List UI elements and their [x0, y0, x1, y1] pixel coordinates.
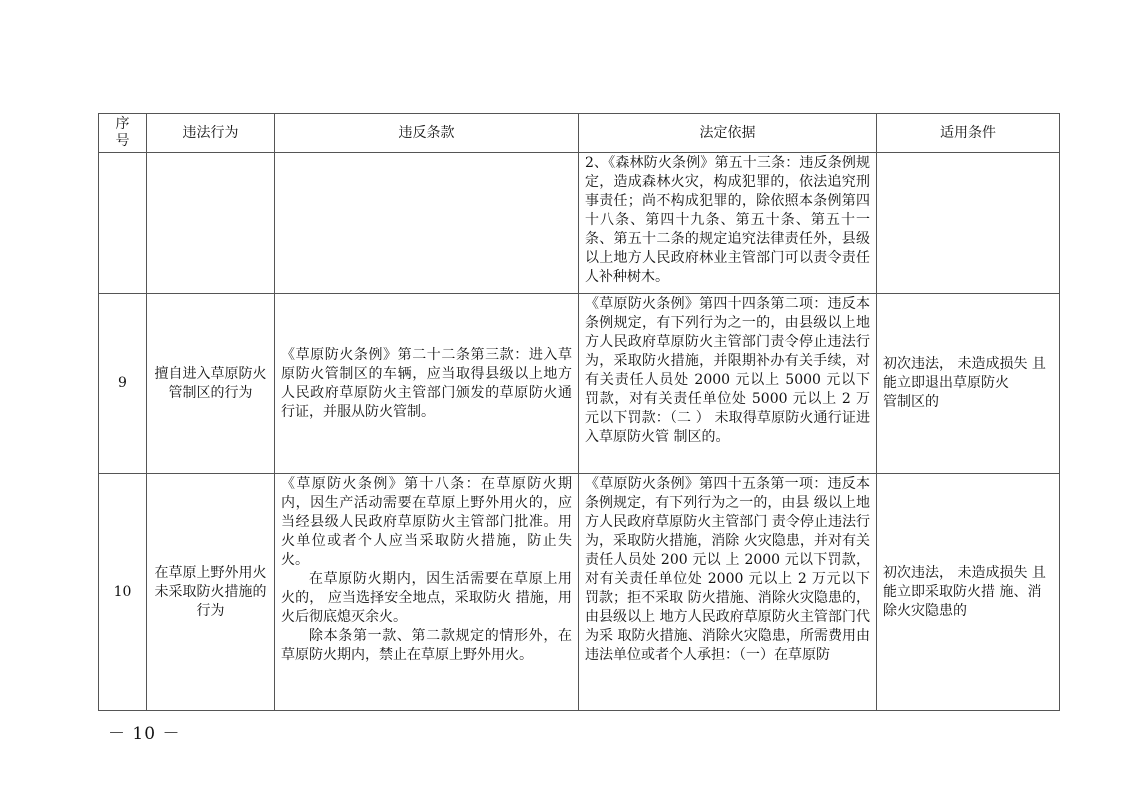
row-clause — [275, 294, 579, 474]
clause-paragraph: 《草原防火条例》第十八条：在草原防火期内，因生产活动需要在草原上野外用火的，应当经县级人民政府草原防火主管部门批准。用火单位或者个人应当采取防火措施，防止失火。 — [281, 476, 572, 568]
row-behavior — [147, 153, 275, 294]
header-behavior: 违法行为 — [147, 114, 275, 153]
condition-line: 初次违法， 未造成损失 且能立即采取防火措 施、消除火灾隐患的 — [883, 564, 1046, 619]
table-row — [99, 153, 1060, 294]
page-number: － 10 － — [108, 724, 181, 744]
row-condition — [877, 153, 1060, 294]
row-basis: 《草原防火条例》第四十五条第一项：违反本条例规定，有下列行为之一的，由县 级以上地方人民政府草原防火主管部门 责令停止违法行为，采取防火措施，消除 火灾隐患，并对有关责任人员处 200 元以 上 2000 元以下罚款，对有关责任单位处 2000 元以上 2 万元以下罚款；拒不采取 防火措施、消除火灾隐患的，由县级以上 地方人民政府草原防火主管部门代为采 取防火措施、消除火灾隐患，所需费用由 违法单位或者个人承担：（一）在草原防 — [579, 474, 877, 711]
row-condition — [877, 474, 1060, 711]
row-behavior: 擅自进入草原防火管制区的行为 — [147, 294, 275, 474]
row-clause — [275, 474, 579, 711]
header-basis: 法定依据 — [579, 114, 877, 153]
header-seq: 序号 — [99, 114, 147, 153]
condition-line: 管制区的 — [883, 394, 939, 410]
clause-paragraph: 在草原防火期内，因生活需要在草原上用火的， 应当选择安全地点，采取防火 措施，用火后彻底熄灭余火。 — [281, 571, 572, 625]
table-row — [99, 294, 1060, 474]
row-clause — [275, 153, 579, 294]
condition-line: 初次违法， 未造成损失 且能立即退出草原防火 — [883, 356, 1046, 391]
regulation-table — [98, 113, 1060, 711]
clause-paragraph: 《草原防火条例》第二十二条第三款：进入草原防火管制区的车辆，应当取得县级以上地方人民政府草原防火主管部门颁发的草原防火通行证，并服从防火管制。 — [281, 346, 572, 420]
table-header-row — [99, 114, 1060, 153]
row-behavior: 在草原上野外用火未采取防火措施的行为 — [147, 474, 275, 711]
row-basis: 2、《森林防火条例》第五十三条：违反条例规定，造成森林火灾，构成犯罪的，依法追究刑事责任；尚不构成犯罪的，除依照本条例第四十八条、第四十九条、第五十条、第五十一条、第五十二条的规定追究法律责任外，县级以上地方人民政府林业主管部门可以责令责任人补种树木。 — [579, 153, 877, 294]
header-clause: 违反条款 — [275, 114, 579, 153]
row-seq: 9 — [99, 294, 147, 474]
row-seq — [99, 153, 147, 294]
row-seq: 10 — [99, 474, 147, 711]
header-condition: 适用条件 — [877, 114, 1060, 153]
clause-paragraph: 除本条第一款、第二款规定的情形外，在草原防火期内，禁止在草原上野外用火。 — [281, 628, 572, 663]
row-basis: 《草原防火条例》第四十四条第二项：违反本条例规定，有下列行为之一的，由县级以上地方人民政府草原防火主管部门责令停止违法行为，采取防火措施，并限期补办有关手续，对有关责任人员处 2000 元以上 5000 元以下罚款，对有关责任单位处 5000 元以上 2 万元以下罚款：（二 ） 未取得草原防火通行证进入草原防火管 制区的。 — [579, 294, 877, 474]
table-row — [99, 474, 1060, 711]
row-condition — [877, 294, 1060, 474]
